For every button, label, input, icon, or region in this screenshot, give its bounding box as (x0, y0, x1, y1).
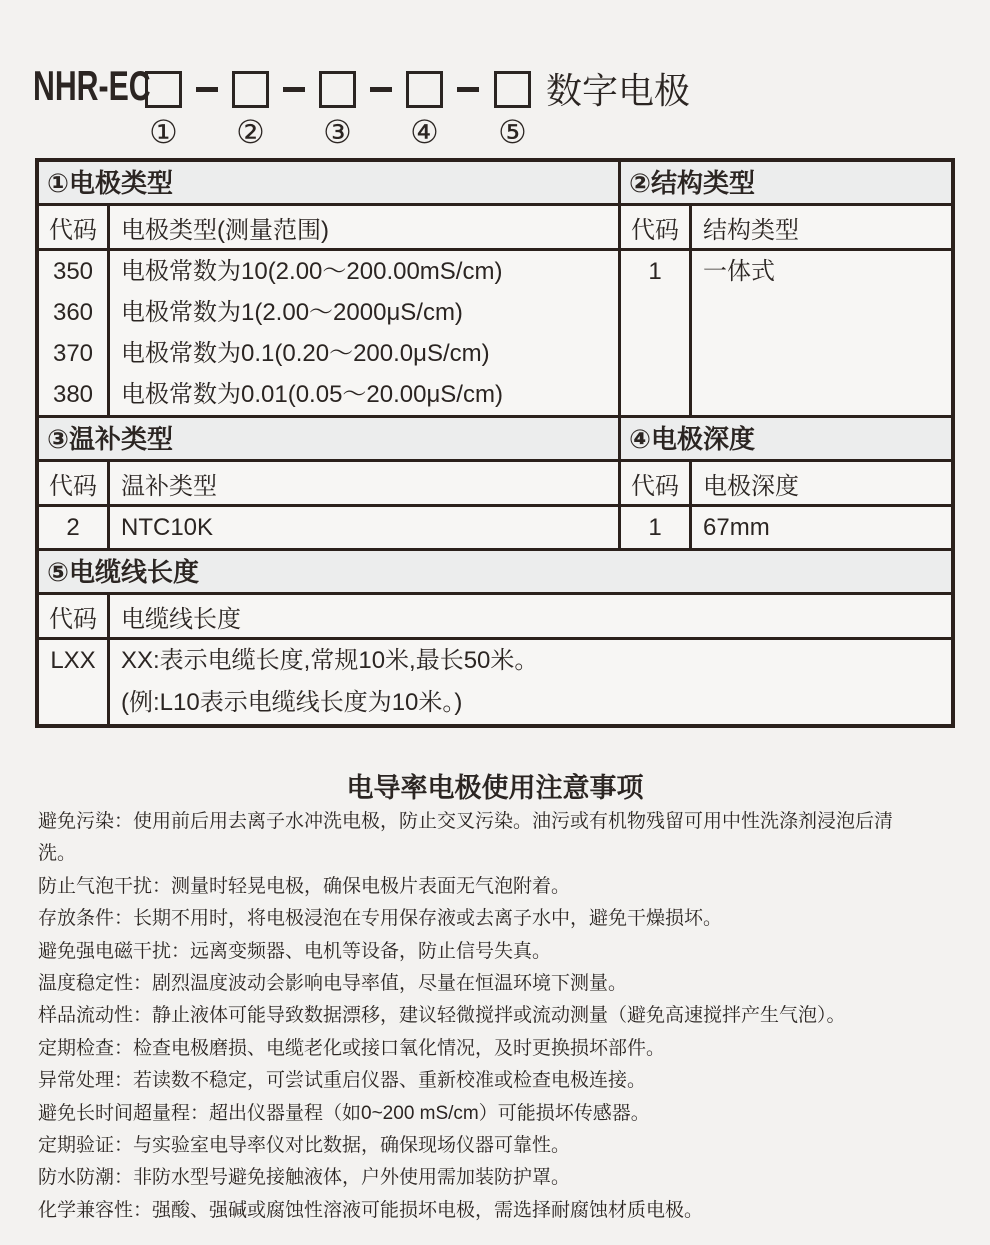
desc-column (110, 640, 951, 724)
note-item (38, 871, 926, 903)
note-item (38, 936, 926, 968)
note-label: 存放条件： (38, 908, 134, 930)
note-label: 异常处理： (38, 1070, 134, 1092)
section-title-electrode-type: ①电极类型 (39, 162, 618, 206)
desc-column (692, 507, 951, 548)
header-row (621, 206, 951, 251)
note-label: 避免强电磁干扰： (38, 940, 191, 962)
section-temp-compensation (39, 418, 621, 548)
note-text: 测量时轻晃电极，确保电极片表面无气泡附着。 (171, 875, 571, 897)
section-title-temp-compensation: ③温补类型 (39, 418, 618, 462)
dash-separator-1 (196, 87, 218, 92)
code-cell: 350 (52, 258, 94, 285)
note-item (38, 1098, 926, 1130)
header-code: 代码 (39, 462, 110, 504)
model-code-box-2 (232, 71, 269, 108)
header-code: 代码 (621, 206, 692, 248)
body-rows (39, 507, 618, 548)
dash-separator-4 (457, 87, 479, 92)
section-title-cable-length: ⑤电缆线长度 (39, 551, 951, 595)
note-text: 检查电极磨损、电缆老化或接口氧化情况，及时更换损坏部件。 (133, 1037, 666, 1059)
model-prefix: NHR-EC (33, 62, 151, 109)
note-item (38, 1162, 926, 1194)
body-rows (39, 640, 951, 724)
circled-number-3: ③ (323, 114, 352, 150)
header-desc: 电极类型(测量范围) (121, 216, 329, 244)
note-label: 防水防潮： (38, 1167, 134, 1189)
note-label: 避免污染： (38, 811, 134, 832)
note-item (38, 1033, 926, 1065)
note-text: 强酸、强碱或腐蚀性溶液可能损坏电极，需选择耐腐蚀材质电极。 (152, 1199, 704, 1221)
desc-cell: 一体式 (703, 258, 775, 285)
section-cable-length (39, 551, 951, 724)
note-label: 防止气泡干扰： (38, 875, 172, 897)
desc-column (110, 507, 618, 548)
section-electrode-type (39, 162, 621, 415)
note-text: 剧烈温度波动会影响电导率值，尽量在恒温环境下测量。 (152, 973, 628, 995)
note-item (38, 968, 926, 1000)
note-label: 样品流动性： (38, 1005, 153, 1027)
code-column (39, 507, 110, 548)
desc-cell: 电极常数为10(2.00～200.00mS/cm) (121, 258, 503, 285)
dash-separator-3 (370, 87, 392, 92)
header-desc: 温补类型 (121, 472, 217, 500)
code-cell: 1 (648, 258, 662, 285)
section-structure-type (621, 162, 951, 415)
note-text: 非防水型号避免接触液体，户外使用需加装防护罩。 (133, 1167, 571, 1189)
code-cell: 2 (66, 514, 80, 541)
code-column (621, 251, 692, 415)
body-rows (621, 507, 951, 548)
desc-cell: 电极常数为1(2.00～2000μS/cm) (121, 299, 463, 326)
note-item (38, 1065, 926, 1097)
note-item (38, 1195, 926, 1227)
circled-number-1: ① (149, 114, 178, 150)
section-electrode-depth (621, 418, 951, 548)
header-row (39, 595, 951, 640)
header-code: 代码 (39, 595, 110, 637)
table-band-2 (39, 418, 951, 551)
header-code: 代码 (39, 206, 110, 248)
code-cell: 370 (52, 340, 94, 367)
note-item (38, 1130, 926, 1162)
table-band-1 (39, 162, 951, 418)
desc-cell: XX:表示电缆长度,常规10米,最长50米。 (121, 647, 539, 674)
code-column (39, 251, 110, 415)
note-label: 温度稳定性： (38, 973, 153, 995)
model-code-box-3 (319, 71, 356, 108)
code-cell: 360 (52, 299, 94, 326)
desc-cell: 电极常数为0.1(0.20～200.0μS/cm) (121, 340, 490, 367)
code-cell: LXX (50, 647, 96, 674)
section-title-structure-type: ②结构类型 (621, 162, 951, 206)
code-cell: 380 (52, 381, 94, 408)
note-label: 避免长时间超量程： (38, 1102, 210, 1124)
desc-column (110, 251, 618, 415)
desc-cell: (例:L10表示电缆线长度为10米。) (121, 689, 463, 716)
code-column (39, 640, 110, 724)
note-item (38, 903, 926, 935)
note-label: 化学兼容性： (38, 1199, 153, 1221)
header-desc: 电缆线长度 (121, 605, 241, 633)
circled-number-2: ② (236, 114, 265, 150)
model-suffix: 数字电极 (546, 69, 691, 111)
circled-number-4: ④ (410, 114, 439, 150)
model-code-box-5 (494, 71, 531, 108)
desc-cell: 电极常数为0.01(0.05～20.00μS/cm) (121, 381, 503, 408)
body-rows (621, 251, 951, 415)
body-rows (39, 251, 618, 415)
note-text: 静止液体可能导致数据漂移，建议轻微搅拌或流动测量（避免高速搅拌产生气泡）。 (152, 1005, 846, 1027)
note-label: 定期验证： (38, 1135, 134, 1157)
model-code-box-1 (145, 71, 182, 108)
note-text: 长期不用时，将电极浸泡在专用保存液或去离子水中，避免干燥损坏。 (133, 908, 723, 930)
section-title-electrode-depth: ④电极深度 (621, 418, 951, 462)
note-item (38, 1000, 926, 1032)
usage-notes (38, 806, 926, 1227)
header-desc: 结构类型 (703, 216, 799, 244)
circled-number-5: ⑤ (498, 114, 527, 150)
model-selection-table (35, 158, 955, 728)
code-cell: 1 (648, 514, 662, 541)
code-column (621, 507, 692, 548)
model-code-box-4 (406, 71, 443, 108)
desc-cell: 67mm (703, 514, 770, 541)
note-text: 超出仪器量程（如0~200 mS/cm）可能损坏传感器。 (209, 1102, 650, 1124)
dash-separator-2 (283, 87, 305, 92)
header-row (621, 462, 951, 507)
desc-column (692, 251, 951, 415)
note-item (38, 806, 926, 871)
desc-cell: NTC10K (121, 514, 214, 541)
notes-title: 电导率电极使用注意事项 (346, 773, 644, 803)
note-text: 与实验室电导率仪对比数据，确保现场仪器可靠性。 (133, 1135, 571, 1157)
header-desc: 电极深度 (703, 472, 799, 500)
header-row (39, 206, 618, 251)
note-text: 远离变频器、电机等设备，防止信号失真。 (190, 940, 552, 962)
header-row (39, 462, 618, 507)
header-code: 代码 (621, 462, 692, 504)
note-text: 若读数不稳定，可尝试重启仪器、重新校准或检查电极连接。 (133, 1070, 647, 1092)
note-label: 定期检查： (38, 1037, 134, 1059)
table-band-3 (39, 551, 951, 724)
note-text: 使用前后用去离子水冲洗电极，防止交叉污染。油污或有机物残留可用中性洗涤剂浸泡后清洗。 (38, 811, 894, 865)
